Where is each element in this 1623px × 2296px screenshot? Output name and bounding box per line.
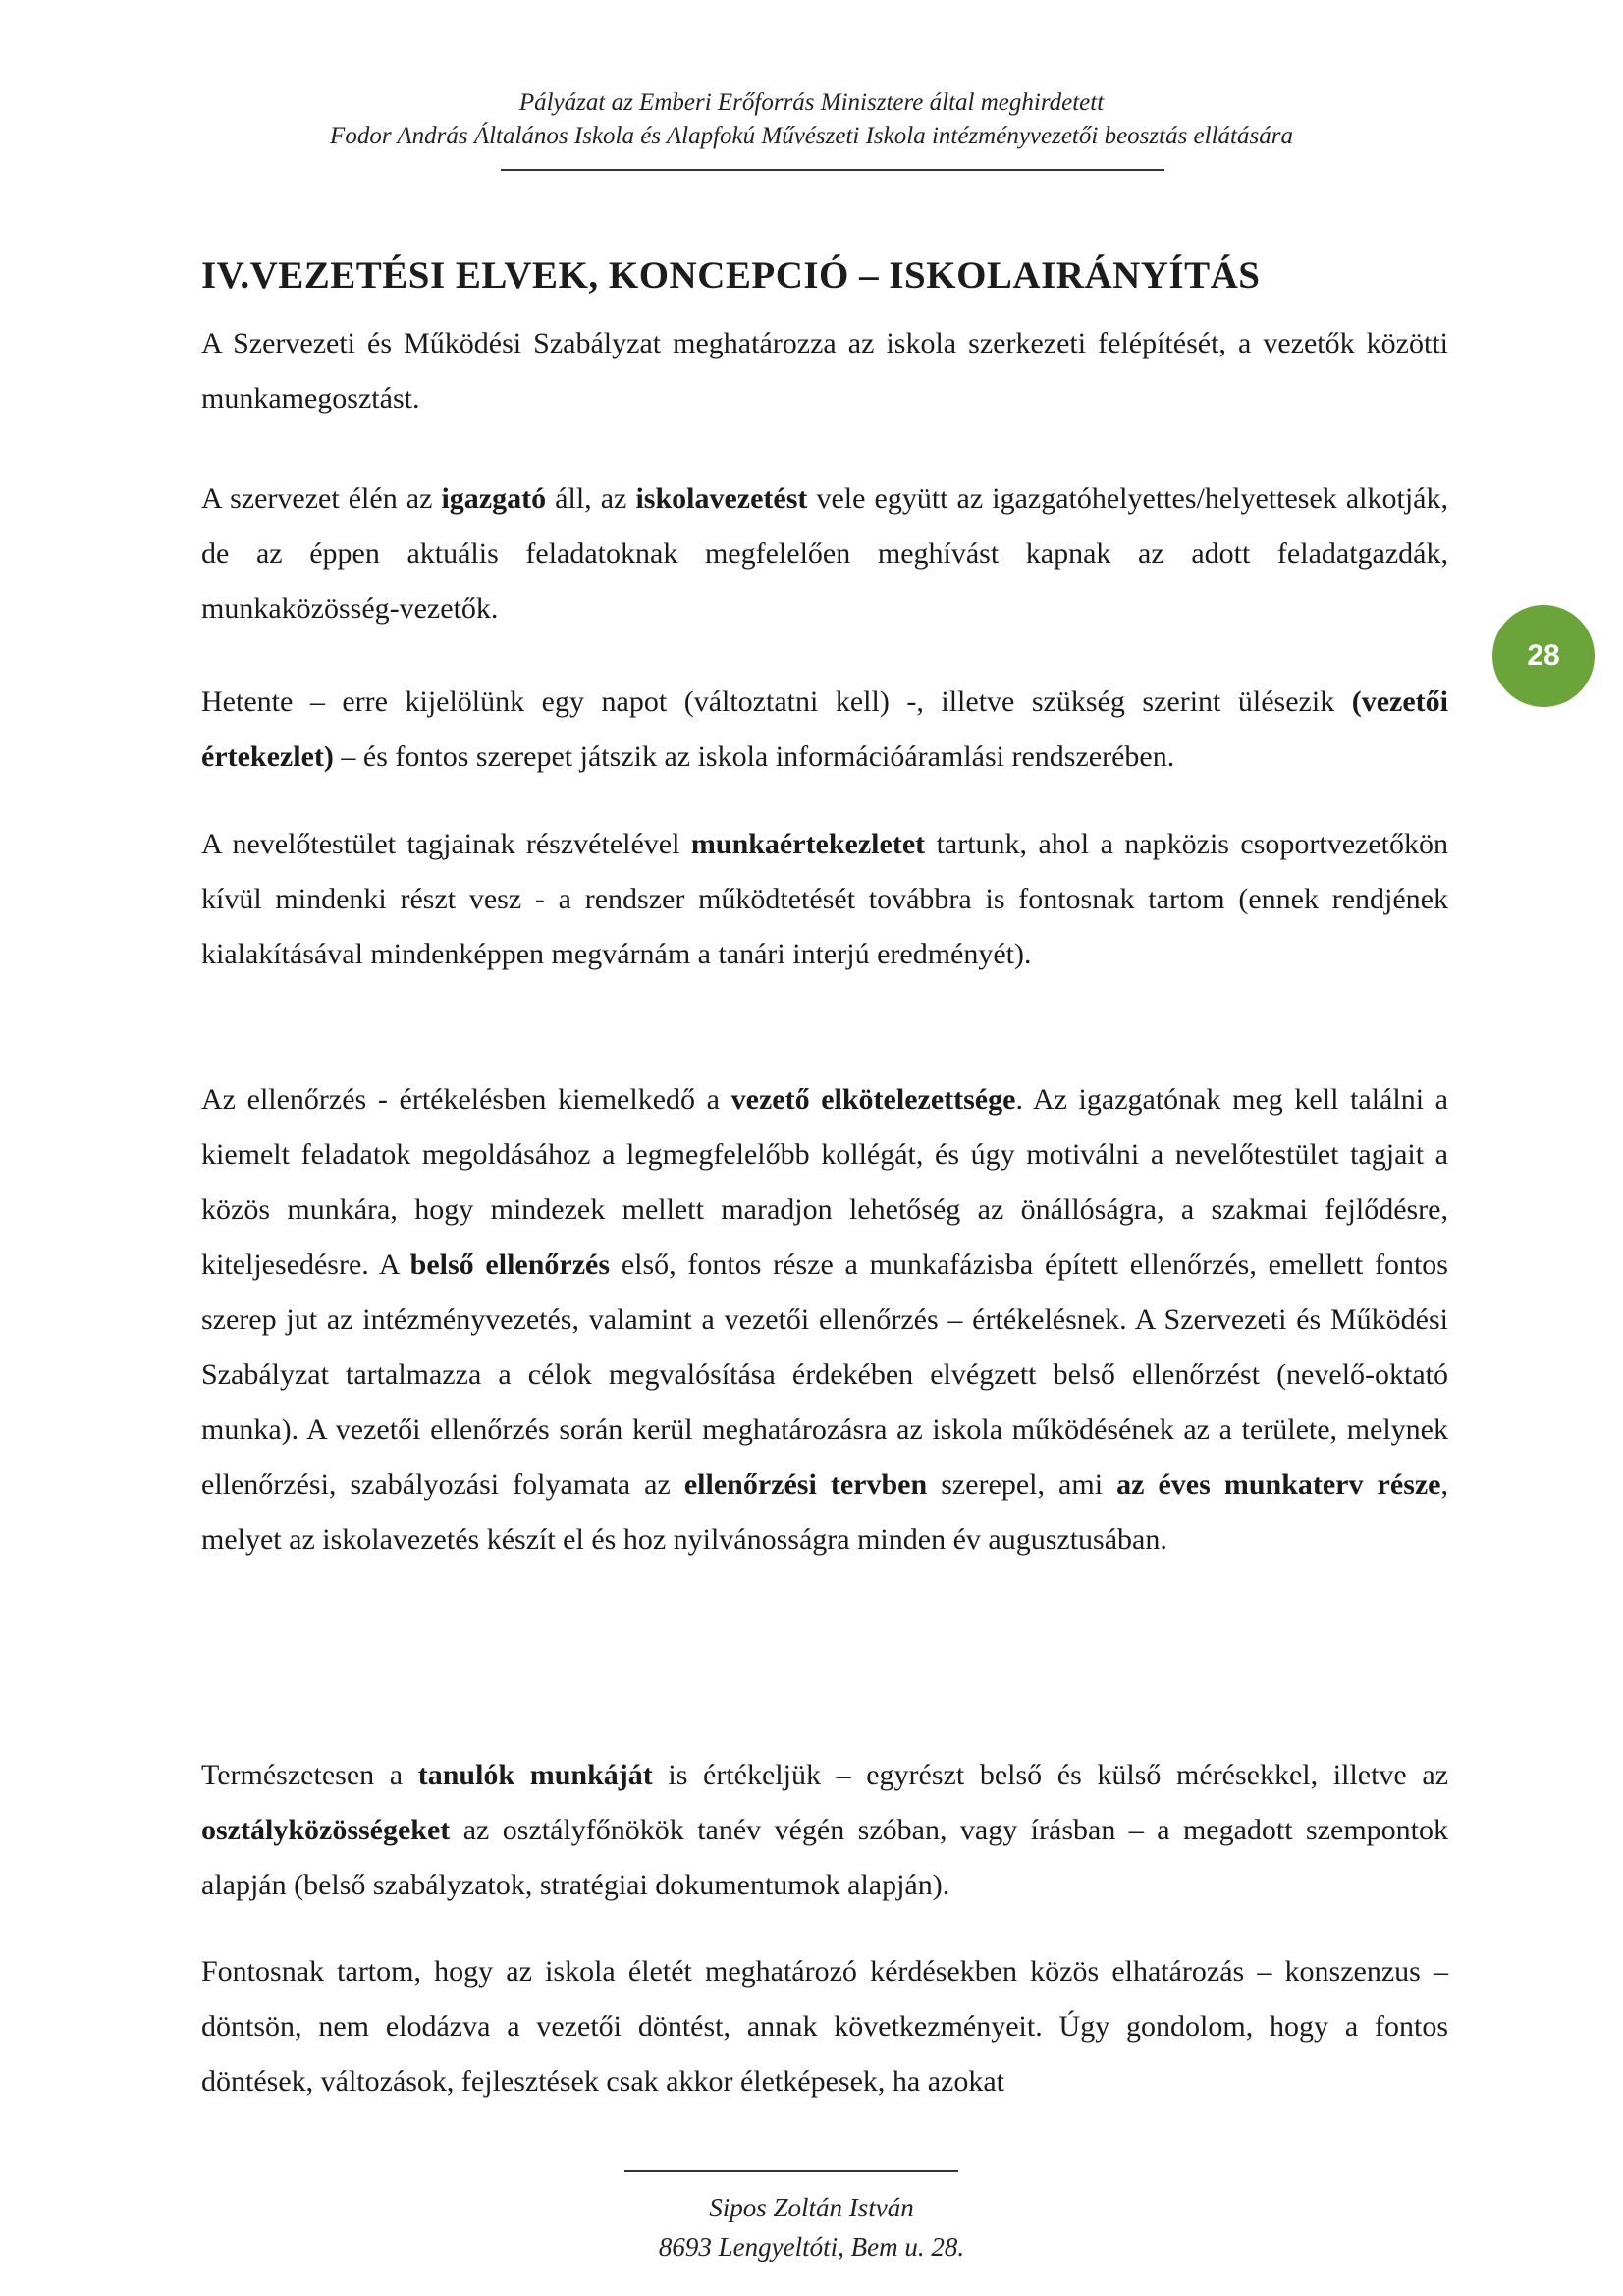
paragraph-6: Természetesen a tanulók munkáját is értékeljük – egyrészt belső és külső mérésekkel, illetve az osztályközösségeket az osztályfőnökök tanév végén szóban, vagy írásban – a megadott szempontok alapján (belső szabályzatok, stratégiai dokumentumok alapján). — [201, 1759, 1449, 1901]
bold-belso-ellenorzes: belső ellenőrzés — [409, 1248, 611, 1281]
paragraph-7: Fontosnak tartom, hogy az iskola életét meghatározó kérdésekben közös elhatározás – konszenzus – döntsön, nem elodázva a vezetői döntést, annak következményeit. Úgy gondolom, hogy a fontos döntések, változások, fejlesztések csak akkor életképesek, ha azokat — [201, 1955, 1448, 2098]
bold-vezeto-elkotelezettsege: vezető elkötelezettsége — [730, 1083, 1016, 1116]
bold-eves-munkaterv-resze: az éves munkaterv része — [1116, 1468, 1441, 1501]
bold-vezetoi-ertekezlet: (vezetői értekezlet) — [201, 685, 1448, 773]
footer-divider — [624, 2170, 958, 2172]
bold-tanulok-munkajat: tanulók munkáját — [417, 1759, 653, 1791]
bold-osztalykozossegeket: osztályközösségeket — [201, 1814, 451, 1846]
header-line-1: Pályázat az Emberi Erőforrás Minisztere által meghirdetett — [518, 89, 1105, 116]
header-line-2: Fodor András Általános Iskola és Alapfokú Művészeti Iskola intézményvezetői beosztás ellátására — [330, 123, 1293, 149]
paragraph-5: Az ellenőrzés - értékelésben kiemelkedő a vezető elkötelezettsége. Az igazgatónak meg kell találni a kiemelt feladatok megoldásához a legmegfelelőbb kollégát, és úgy motiválni a nevelőtestület tagjait a közös munkára, hogy mindezek mellett maradjon lehetőség az önállóságra, a szakmai fejlődésre, kiteljesedésre. A belső ellenőrzés első, fontos része a munkafázisba épített ellenőrzés, emellett fontos szerep jut az intézményvezetés, valamint a vezetői ellenőrzés – értékelésnek. A Szervezeti és Működési Szabályzat tartalmazza a célok megvalósítása érdekében elvégzett belső ellenőrzést (nevelő-oktató munka). A vezetői ellenőrzés során kerül meghatározásra az iskola működésének az a területe, melynek ellenőrzési, szabályozási folyamata az ellenőrzési tervben szerepel, ami az éves munkaterv része, melyet az iskolavezetés készít el és hoz nyilvánosságra minden év augusztusában. — [201, 1083, 1448, 1556]
footer-name: Sipos Zoltán István — [709, 2193, 914, 2222]
bold-ellenorzesi-tervben: ellenőrzési tervben — [683, 1468, 928, 1501]
paragraph-1: A Szervezeti és Működési Szabályzat meghatározza az iskola szerkezeti felépítését, a vezetők közötti munkamegosztást. — [201, 327, 1448, 414]
paragraph-2: A szervezet élén az igazgató áll, az iskolavezetést vele együtt az igazgatóhelyettes/helyettesek alkotják, de az éppen aktuális feladatoknak megfelelően meghívást kapnak az adott feladatgazdák, munkaközösség-vezetők. — [201, 482, 1448, 625]
paragraph-4: A nevelőtestület tagjainak részvételével munkaértekezletet tartunk, ahol a napközis csoportvezetőkön kívül mindenki részt vesz - a rendszer működtetését továbbra is fontosnak tartom (ennek rendjének kialakításával mindenképpen megvárnám a tanári interjú eredményét). — [201, 828, 1448, 970]
header-divider — [501, 169, 1164, 171]
footer-address: 8693 Lengyeltóti, Bem u. 28. — [658, 2232, 965, 2262]
paragraph-3: Hetente – erre kijelölünk egy napot (változtatni kell) -, illetve szükség szerint ülésezik (vezetői értekezlet) – és fontos szerepet játszik az iskola információáramlási rendszerében. — [201, 685, 1448, 773]
page-header — [0, 86, 1623, 153]
chapter-title: IV.VEZETÉSI ELVEK, KONCEPCIÓ – ISKOLAIRÁNYÍTÁS — [201, 254, 1261, 297]
page-number-badge: 28 — [1492, 605, 1595, 707]
bold-igazgato: igazgató — [441, 482, 547, 515]
page-footer — [0, 2188, 1623, 2267]
bold-iskolavezetest: iskolavezetést — [635, 482, 808, 515]
bold-munkaertekezlet: munkaértekezletet — [690, 828, 926, 860]
